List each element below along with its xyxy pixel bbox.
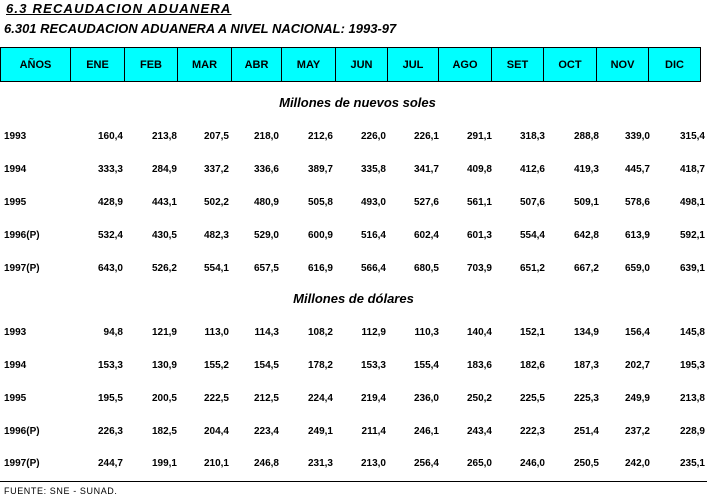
value-cell: 222,5	[203, 393, 229, 404]
value-cell: 211,4	[361, 426, 386, 437]
table-row	[0, 261, 707, 277]
column-header-row	[0, 47, 700, 82]
value-cell: 412,6	[519, 164, 545, 175]
value-cell: 554,1	[203, 263, 229, 274]
value-cell: 155,4	[413, 360, 439, 371]
value-cell: 195,3	[679, 360, 705, 371]
value-cell: 108,2	[307, 327, 333, 338]
value-cell: 428,9	[97, 197, 123, 208]
value-cell: 212,6	[307, 131, 333, 142]
year-cell: 1993	[4, 131, 27, 142]
column-header-feb: FEB	[124, 47, 178, 82]
year-cell: 1997(P)	[4, 263, 40, 274]
value-cell: 507,6	[519, 197, 545, 208]
table-row	[0, 129, 707, 145]
value-cell: 680,5	[413, 263, 439, 274]
value-cell: 199,1	[151, 458, 177, 469]
value-cell: 213,8	[679, 393, 705, 404]
value-cell: 243,4	[466, 426, 492, 437]
value-cell: 642,8	[573, 230, 599, 241]
section-title: Millones de nuevos soles	[279, 95, 436, 110]
value-cell: 526,2	[151, 263, 177, 274]
year-cell: 1994	[4, 164, 27, 175]
value-cell: 643,0	[97, 263, 123, 274]
value-cell: 226,1	[413, 131, 439, 142]
table-row	[0, 456, 707, 472]
value-cell: 224,4	[307, 393, 333, 404]
table-row	[0, 195, 707, 211]
year-cell: 1995	[4, 393, 27, 404]
value-cell: 291,1	[466, 131, 492, 142]
value-cell: 218,0	[253, 131, 279, 142]
table-row	[0, 325, 707, 341]
column-header-mar: MAR	[177, 47, 232, 82]
value-cell: 566,4	[360, 263, 386, 274]
value-cell: 204,4	[203, 426, 229, 437]
value-cell: 527,6	[413, 197, 439, 208]
value-cell: 182,6	[519, 360, 545, 371]
value-cell: 249,1	[307, 426, 333, 437]
value-cell: 114,3	[254, 327, 279, 338]
value-cell: 651,2	[519, 263, 545, 274]
year-cell: 1993	[4, 327, 27, 338]
value-cell: 237,2	[624, 426, 650, 437]
value-cell: 207,5	[203, 131, 229, 142]
value-cell: 265,0	[466, 458, 492, 469]
value-cell: 228,9	[679, 426, 705, 437]
year-cell: 1996(P)	[4, 426, 40, 437]
source-footnote: FUENTE: SNE - SUNAD.	[4, 486, 118, 496]
value-cell: 250,2	[466, 393, 492, 404]
value-cell: 498,1	[679, 197, 705, 208]
value-cell: 482,3	[203, 230, 229, 241]
value-cell: 333,3	[97, 164, 123, 175]
value-cell: 94,8	[103, 327, 123, 338]
value-cell: 212,5	[253, 393, 279, 404]
value-cell: 202,7	[624, 360, 650, 371]
year-cell: 1997(P)	[4, 458, 40, 469]
table-bottom-divider	[0, 481, 707, 482]
table-row	[0, 424, 707, 440]
value-cell: 152,1	[519, 327, 545, 338]
value-cell: 445,7	[624, 164, 650, 175]
year-cell: 1996(P)	[4, 230, 40, 241]
value-cell: 134,9	[573, 327, 599, 338]
value-cell: 602,4	[413, 230, 439, 241]
value-cell: 235,1	[679, 458, 705, 469]
section-title: Millones de dólares	[293, 291, 414, 306]
value-cell: 250,5	[573, 458, 599, 469]
value-cell: 226,0	[360, 131, 386, 142]
value-cell: 493,0	[360, 197, 386, 208]
value-cell: 236,0	[413, 393, 439, 404]
value-cell: 339,0	[624, 131, 650, 142]
value-cell: 140,4	[466, 327, 492, 338]
value-cell: 178,2	[307, 360, 333, 371]
value-cell: 213,0	[360, 458, 386, 469]
value-cell: 409,8	[466, 164, 492, 175]
value-cell: 182,5	[151, 426, 177, 437]
value-cell: 480,9	[253, 197, 279, 208]
value-cell: 195,5	[97, 393, 123, 404]
value-cell: 121,9	[151, 327, 177, 338]
value-cell: 601,3	[466, 230, 492, 241]
table-row	[0, 228, 707, 244]
column-header-anos: AÑOS	[0, 47, 71, 82]
value-cell: 244,7	[97, 458, 123, 469]
year-cell: 1994	[4, 360, 27, 371]
table-title: 6.301 RECAUDACION ADUANERA A NIVEL NACIONAL: 1993-97	[4, 21, 397, 36]
column-header-set: SET	[491, 47, 544, 82]
value-cell: 225,5	[519, 393, 545, 404]
column-header-ene: ENE	[70, 47, 125, 82]
value-cell: 592,1	[679, 230, 705, 241]
value-cell: 667,2	[573, 263, 599, 274]
value-cell: 529,0	[253, 230, 279, 241]
value-cell: 335,8	[360, 164, 386, 175]
value-cell: 225,3	[573, 393, 599, 404]
value-cell: 554,4	[519, 230, 545, 241]
column-header-abr: ABR	[231, 47, 282, 82]
value-cell: 154,5	[253, 360, 279, 371]
value-cell: 156,4	[624, 327, 650, 338]
value-cell: 288,8	[573, 131, 599, 142]
column-header-nov: NOV	[596, 47, 649, 82]
value-cell: 315,4	[679, 131, 705, 142]
table-row	[0, 162, 707, 178]
value-cell: 505,8	[307, 197, 333, 208]
table-row	[0, 391, 707, 407]
value-cell: 256,4	[413, 458, 439, 469]
section-number-title: 6.3 RECAUDACION ADUANERA	[6, 1, 232, 16]
year-cell: 1995	[4, 197, 27, 208]
value-cell: 210,1	[203, 458, 229, 469]
table-row	[0, 358, 707, 374]
value-cell: 703,9	[466, 263, 492, 274]
value-cell: 509,1	[573, 197, 599, 208]
value-cell: 657,5	[253, 263, 279, 274]
value-cell: 659,0	[624, 263, 650, 274]
value-cell: 418,7	[679, 164, 705, 175]
value-cell: 600,9	[307, 230, 333, 241]
value-cell: 183,6	[466, 360, 492, 371]
value-cell: 110,3	[414, 327, 439, 338]
value-cell: 223,4	[253, 426, 279, 437]
value-cell: 145,8	[679, 327, 705, 338]
value-cell: 616,9	[307, 263, 333, 274]
value-cell: 251,4	[573, 426, 599, 437]
value-cell: 153,3	[360, 360, 386, 371]
column-header-may: MAY	[281, 47, 336, 82]
value-cell: 516,4	[360, 230, 386, 241]
value-cell: 389,7	[307, 164, 333, 175]
value-cell: 561,1	[466, 197, 492, 208]
value-cell: 219,4	[360, 393, 386, 404]
value-cell: 222,3	[519, 426, 545, 437]
column-header-jun: JUN	[335, 47, 388, 82]
value-cell: 639,1	[679, 263, 705, 274]
value-cell: 160,4	[97, 131, 123, 142]
value-cell: 112,9	[361, 327, 386, 338]
value-cell: 249,9	[624, 393, 650, 404]
value-cell: 226,3	[97, 426, 123, 437]
value-cell: 246,8	[253, 458, 279, 469]
column-header-oct: OCT	[543, 47, 597, 82]
column-header-dic: DIC	[648, 47, 701, 82]
value-cell: 231,3	[307, 458, 333, 469]
value-cell: 578,6	[624, 197, 650, 208]
value-cell: 337,2	[203, 164, 229, 175]
value-cell: 200,5	[151, 393, 177, 404]
value-cell: 187,3	[573, 360, 599, 371]
value-cell: 443,1	[151, 197, 177, 208]
column-header-jul: JUL	[387, 47, 439, 82]
value-cell: 113,0	[204, 327, 229, 338]
value-cell: 318,3	[519, 131, 545, 142]
value-cell: 242,0	[624, 458, 650, 469]
value-cell: 284,9	[151, 164, 177, 175]
value-cell: 213,8	[151, 131, 177, 142]
value-cell: 155,2	[203, 360, 229, 371]
value-cell: 130,9	[151, 360, 177, 371]
value-cell: 613,9	[624, 230, 650, 241]
value-cell: 419,3	[573, 164, 599, 175]
value-cell: 246,1	[413, 426, 439, 437]
value-cell: 532,4	[97, 230, 123, 241]
value-cell: 153,3	[97, 360, 123, 371]
value-cell: 246,0	[519, 458, 545, 469]
value-cell: 502,2	[203, 197, 229, 208]
column-header-ago: AGO	[438, 47, 492, 82]
value-cell: 336,6	[253, 164, 279, 175]
value-cell: 341,7	[413, 164, 439, 175]
value-cell: 430,5	[151, 230, 177, 241]
